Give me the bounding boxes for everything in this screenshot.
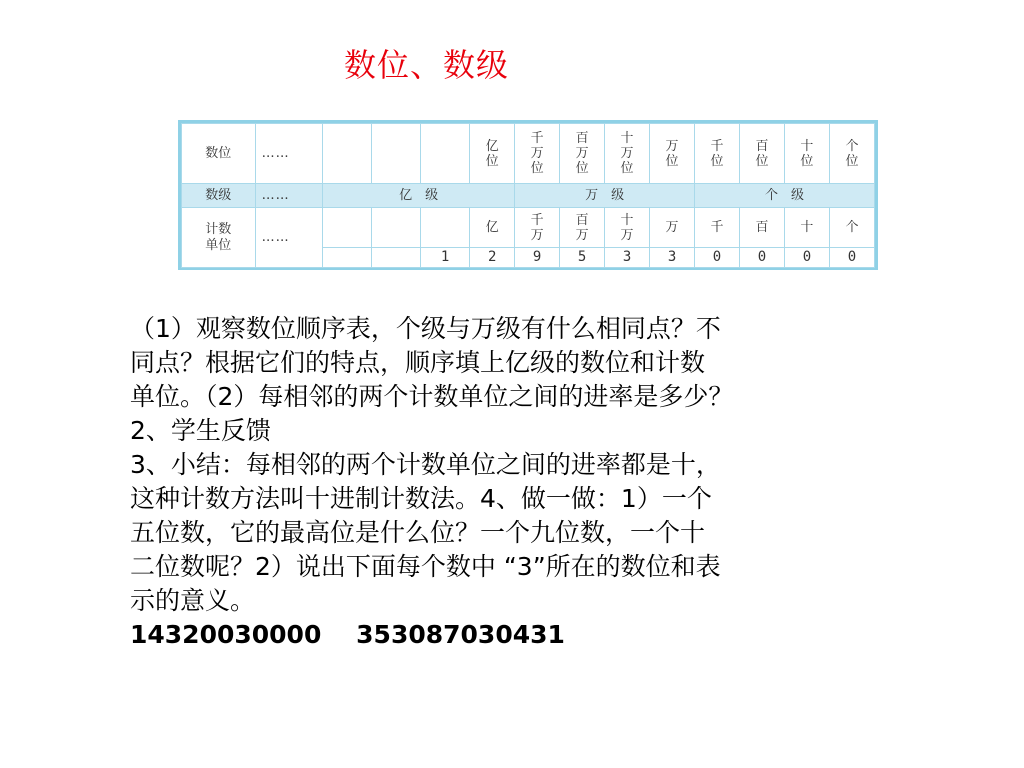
empty-cell xyxy=(421,124,470,184)
text-line: 单位。（2）每相邻的两个计数单位之间的进率是多少？ xyxy=(130,382,734,411)
unit-cell: 百 万 xyxy=(560,208,605,248)
empty-cell xyxy=(323,208,372,248)
digit-cell: 1 xyxy=(421,248,470,268)
empty-cell xyxy=(323,124,372,184)
level-yi: 亿 级 xyxy=(323,184,515,208)
text-line: （1）观察数位顺序表，个级与万级有什么相同点？不 xyxy=(130,314,721,343)
text-line: 二位数呢？2）说出下面每个数中 “3”所在的数位和表 xyxy=(130,552,721,581)
empty-cell xyxy=(372,248,421,268)
place-cell: 百 位 xyxy=(739,124,784,184)
counting-unit-row xyxy=(182,208,875,248)
digit-place-row xyxy=(182,124,875,184)
text-line: 示的意义。 xyxy=(130,586,256,615)
place-cell: 亿 位 xyxy=(470,124,515,184)
row-label-counting-unit: 计数 单位 xyxy=(182,208,256,268)
place-cell: 千 万 位 xyxy=(515,124,560,184)
digit-cell: 3 xyxy=(650,248,695,268)
digit-cell: 2 xyxy=(470,248,515,268)
unit-cell: 千 xyxy=(695,208,740,248)
unit-cell: 个 xyxy=(829,208,874,248)
empty-cell xyxy=(421,208,470,248)
ellipsis-cell: …… xyxy=(255,184,322,208)
place-cell: 十 万 位 xyxy=(605,124,650,184)
digit-cell: 0 xyxy=(695,248,740,268)
digit-cell: 9 xyxy=(515,248,560,268)
unit-cell: 亿 xyxy=(470,208,515,248)
page-title: 数位、数级 xyxy=(344,46,510,84)
text-line: 2、学生反馈 xyxy=(130,416,271,445)
text-line: 五位数，它的最高位是什么位？一个九位数，一个十 xyxy=(130,518,706,547)
digit-cell: 0 xyxy=(784,248,829,268)
level-row xyxy=(182,184,875,208)
unit-cell: 千 万 xyxy=(515,208,560,248)
empty-cell xyxy=(372,124,421,184)
row-label-digit-place: 数位 xyxy=(182,124,256,184)
unit-cell: 十 xyxy=(784,208,829,248)
digit-cell: 3 xyxy=(605,248,650,268)
ellipsis-cell: …… xyxy=(255,208,322,268)
place-value-table xyxy=(178,120,878,270)
empty-cell xyxy=(372,208,421,248)
place-cell: 百 万 位 xyxy=(560,124,605,184)
unit-cell: 万 xyxy=(650,208,695,248)
unit-cell: 十 万 xyxy=(605,208,650,248)
text-line: 同点？根据它们的特点，顺序填上亿级的数位和计数 xyxy=(130,348,706,377)
lesson-text xyxy=(130,312,960,652)
level-wan: 万 级 xyxy=(515,184,695,208)
place-cell: 万 位 xyxy=(650,124,695,184)
text-line: 3、小结：每相邻的两个计数单位之间的进率都是十， xyxy=(130,450,721,479)
text-line: 这种计数方法叫十进制计数法。4、做一做：1）一个 xyxy=(130,484,712,513)
place-cell: 十 位 xyxy=(784,124,829,184)
digit-cell: 5 xyxy=(560,248,605,268)
empty-cell xyxy=(323,248,372,268)
level-ge: 个 级 xyxy=(695,184,875,208)
unit-cell: 百 xyxy=(739,208,784,248)
digit-cell: 0 xyxy=(829,248,874,268)
ellipsis-cell: …… xyxy=(255,124,322,184)
place-cell: 个 位 xyxy=(829,124,874,184)
digit-cell: 0 xyxy=(739,248,784,268)
place-value-grid xyxy=(181,123,875,268)
place-cell: 千 位 xyxy=(695,124,740,184)
row-label-level: 数级 xyxy=(182,184,256,208)
example-numbers: 14320030000 353087030431 xyxy=(130,620,565,649)
